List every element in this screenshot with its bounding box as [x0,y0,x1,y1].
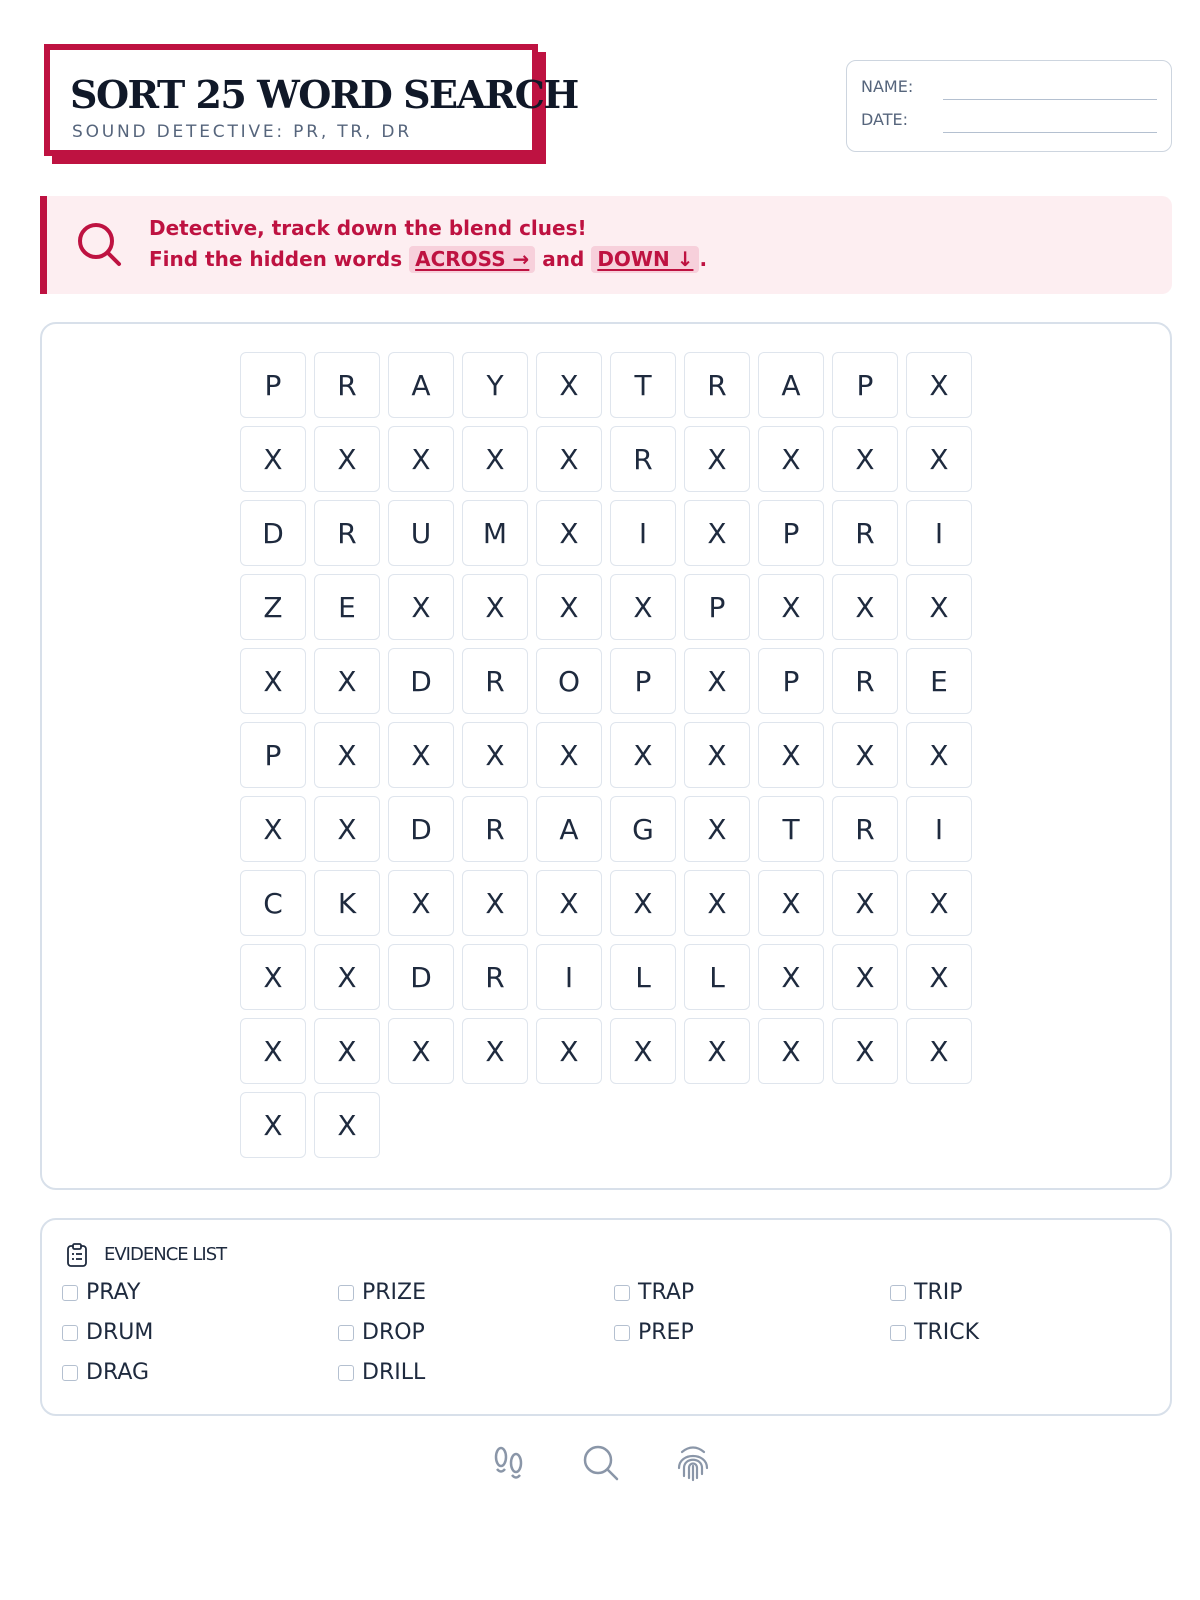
grid-cell[interactable]: X [240,648,306,714]
letter-grid [240,352,980,1158]
evidence-word: DRILL [362,1360,426,1385]
grid-cell[interactable]: X [684,1018,750,1084]
grid-cell[interactable]: C [240,870,306,936]
grid-cell[interactable]: X [906,1018,972,1084]
grid-cell[interactable]: E [906,648,972,714]
grid-cell[interactable]: X [758,944,824,1010]
grid-cell[interactable]: X [906,722,972,788]
checkbox[interactable] [62,1365,78,1381]
evidence-item[interactable] [338,1320,425,1345]
grid-cell[interactable]: X [314,426,380,492]
evidence-item[interactable] [62,1280,140,1305]
word-search-card [40,322,1172,1190]
grid-cell[interactable]: R [314,500,380,566]
date-line[interactable] [943,132,1157,133]
evidence-word: DRUM [86,1320,154,1345]
title-box [44,44,578,156]
grid-cell[interactable]: M [462,500,528,566]
grid-cell[interactable]: A [388,352,454,418]
down-chip: DOWN ↓ [591,246,699,273]
grid-cell[interactable]: X [388,574,454,640]
grid-cell[interactable]: X [832,1018,898,1084]
grid-cell[interactable]: X [240,796,306,862]
grid-cell[interactable]: I [536,944,602,1010]
evidence-item[interactable] [890,1280,962,1305]
grid-cell[interactable]: K [314,870,380,936]
grid-cell[interactable]: I [610,500,676,566]
grid-cell[interactable]: X [684,426,750,492]
magnifying-glass-icon [73,218,127,272]
grid-cell[interactable]: E [314,574,380,640]
checkbox[interactable] [614,1325,630,1341]
grid-cell[interactable]: R [462,944,528,1010]
grid-cell[interactable]: X [388,1018,454,1084]
grid-cell[interactable]: D [388,944,454,1010]
fingerprint-icon [672,1442,714,1484]
grid-cell[interactable]: Z [240,574,306,640]
clipboard-icon [64,1242,90,1268]
magnifying-glass-icon [580,1442,622,1484]
grid-cell[interactable]: X [758,426,824,492]
footprints-icon [488,1442,530,1484]
grid-cell[interactable]: X [832,722,898,788]
evidence-word: DRAG [86,1360,150,1385]
grid-cell[interactable]: U [388,500,454,566]
grid-cell[interactable]: X [758,722,824,788]
grid-cell[interactable]: X [610,574,676,640]
grid-cell[interactable]: R [610,426,676,492]
evidence-word: PRAY [86,1280,141,1305]
grid-cell[interactable]: X [314,722,380,788]
grid-cell[interactable]: T [758,796,824,862]
grid-cell[interactable]: X [610,1018,676,1084]
instruction-banner [40,196,1172,294]
evidence-word: TRIP [914,1280,963,1305]
grid-cell[interactable]: X [684,648,750,714]
checkbox[interactable] [62,1285,78,1301]
grid-cell[interactable]: R [684,352,750,418]
grid-cell[interactable]: X [610,870,676,936]
instruction-text: Find the hidden words [149,247,403,271]
grid-cell[interactable]: P [240,722,306,788]
grid-cell[interactable]: X [240,1018,306,1084]
grid-cell[interactable]: X [758,574,824,640]
evidence-word: TRICK [914,1320,980,1345]
grid-cell[interactable]: X [462,722,528,788]
evidence-item[interactable] [614,1280,694,1305]
grid-cell[interactable]: X [832,870,898,936]
grid-cell[interactable]: A [758,352,824,418]
grid-cell[interactable]: X [906,944,972,1010]
grid-cell[interactable]: X [314,944,380,1010]
grid-cell[interactable]: P [758,648,824,714]
name-label: NAME: [861,77,914,96]
grid-cell[interactable]: X [832,426,898,492]
grid-cell[interactable]: L [610,944,676,1010]
evidence-word: TRAP [638,1280,695,1305]
grid-cell[interactable]: P [832,352,898,418]
grid-cell[interactable]: X [240,944,306,1010]
checkbox[interactable] [614,1285,630,1301]
grid-cell[interactable]: X [240,1092,306,1158]
checkbox[interactable] [890,1285,906,1301]
grid-cell[interactable]: I [906,500,972,566]
evidence-item[interactable] [62,1360,149,1385]
grid-cell[interactable]: P [240,352,306,418]
grid-cell[interactable]: X [832,944,898,1010]
instruction-line-2 [149,246,707,273]
grid-cell[interactable]: P [758,500,824,566]
evidence-item[interactable] [890,1320,979,1345]
grid-cell[interactable]: X [536,722,602,788]
grid-cell[interactable]: O [536,648,602,714]
evidence-word: PRIZE [362,1280,427,1305]
and-text: and [542,247,585,271]
grid-cell[interactable]: X [388,722,454,788]
checkbox[interactable] [62,1325,78,1341]
evidence-item[interactable] [338,1360,425,1385]
grid-cell[interactable]: X [388,426,454,492]
grid-cell[interactable]: X [684,796,750,862]
grid-cell[interactable]: X [462,870,528,936]
grid-cell[interactable]: P [684,574,750,640]
grid-cell[interactable]: I [906,796,972,862]
grid-cell[interactable]: D [388,796,454,862]
grid-cell[interactable]: X [462,1018,528,1084]
grid-cell[interactable]: X [536,352,602,418]
grid-cell[interactable]: X [906,426,972,492]
grid-cell[interactable]: X [906,352,972,418]
grid-cell[interactable]: X [314,1018,380,1084]
grid-cell[interactable]: X [536,574,602,640]
grid-cell[interactable]: X [684,500,750,566]
grid-cell[interactable]: R [462,648,528,714]
grid-cell[interactable]: X [906,870,972,936]
student-info-box [846,60,1172,152]
grid-cell[interactable]: X [610,722,676,788]
name-line[interactable] [943,99,1157,100]
evidence-list-title: EVIDENCE LIST [104,1244,227,1265]
grid-cell[interactable]: R [462,796,528,862]
grid-cell[interactable]: G [610,796,676,862]
instruction-line-1: Detective, track down the blend clues! [149,216,587,240]
period-text: . [699,247,708,271]
grid-cell[interactable]: R [832,500,898,566]
grid-cell[interactable]: A [536,796,602,862]
grid-cell[interactable]: X [462,426,528,492]
grid-cell[interactable]: X [536,500,602,566]
page-subtitle: SOUND DETECTIVE: PR, TR, DR [72,122,412,142]
grid-cell[interactable]: X [388,870,454,936]
grid-cell[interactable]: Y [462,352,528,418]
grid-cell[interactable]: X [758,1018,824,1084]
grid-cell[interactable]: R [832,796,898,862]
evidence-item[interactable] [338,1280,426,1305]
grid-cell[interactable]: X [314,796,380,862]
across-chip: ACROSS → [409,246,535,273]
grid-cell[interactable]: X [536,1018,602,1084]
grid-cell[interactable]: X [536,870,602,936]
grid-cell[interactable]: X [314,648,380,714]
grid-cell[interactable]: X [758,870,824,936]
evidence-word: DROP [362,1320,425,1345]
date-label: DATE: [861,110,909,129]
evidence-item[interactable] [614,1320,694,1345]
grid-cell[interactable]: X [240,426,306,492]
grid-cell[interactable]: X [462,574,528,640]
grid-cell[interactable]: X [832,574,898,640]
checkbox[interactable] [338,1325,354,1341]
grid-cell[interactable]: T [610,352,676,418]
grid-cell[interactable]: L [684,944,750,1010]
grid-cell[interactable]: X [684,722,750,788]
grid-cell[interactable]: X [684,870,750,936]
grid-cell[interactable]: D [240,500,306,566]
evidence-word: PREP [638,1320,694,1345]
grid-cell[interactable]: D [388,648,454,714]
checkbox[interactable] [338,1365,354,1381]
evidence-item[interactable] [62,1320,153,1345]
grid-cell[interactable]: X [536,426,602,492]
checkbox[interactable] [890,1325,906,1341]
evidence-list [40,1218,1172,1416]
grid-cell[interactable]: X [314,1092,380,1158]
grid-cell[interactable]: P [610,648,676,714]
page-title: SORT 25 WORD SEARCH [70,72,578,117]
checkbox[interactable] [338,1285,354,1301]
grid-cell[interactable]: X [906,574,972,640]
grid-cell[interactable]: R [314,352,380,418]
grid-cell[interactable]: R [832,648,898,714]
